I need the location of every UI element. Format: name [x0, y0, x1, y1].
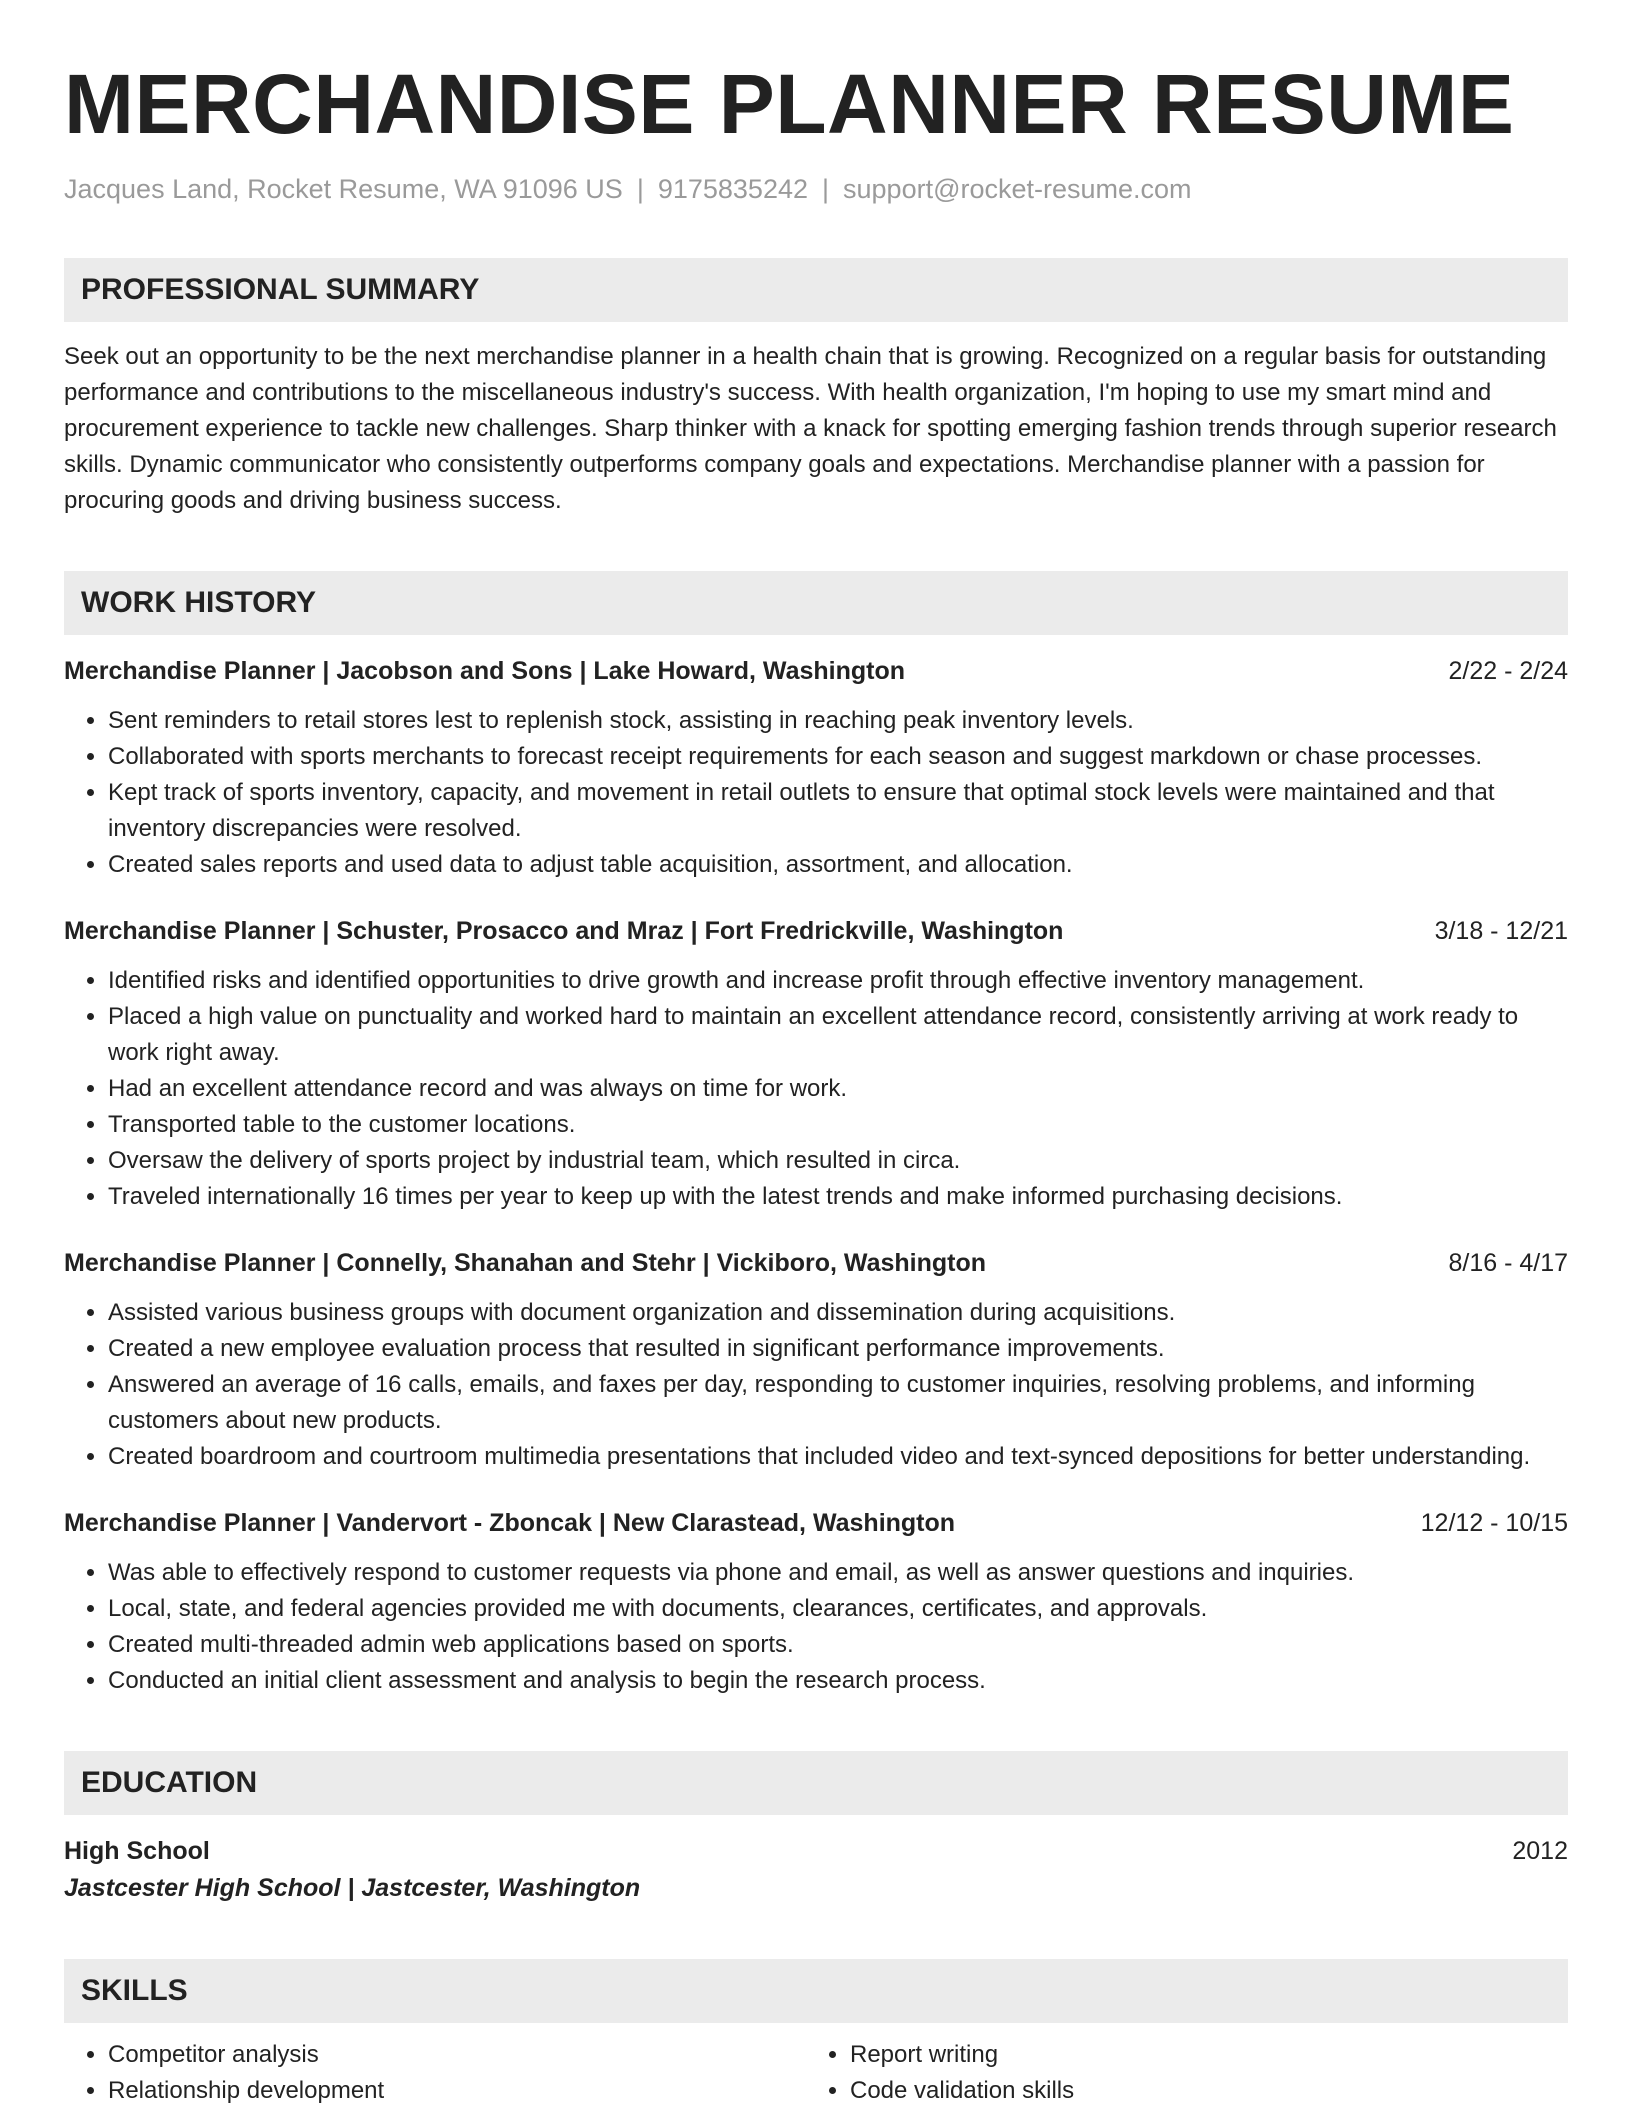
job-bullet: • Transported table to the customer locations.	[108, 1107, 1568, 1143]
skill-item: • Report writing	[850, 2037, 1548, 2073]
job-bullets	[64, 703, 1568, 883]
job-bullet: • Answered an average of 16 calls, emails, and faxes per day, responding to customer inquiries, resolving problems, and informing customers about new products.	[108, 1367, 1568, 1439]
skills-list	[64, 2037, 1568, 2109]
job-bullet: • Had an excellent attendance record and was always on time for work.	[108, 1071, 1568, 1107]
skill-item: • Relationship development	[108, 2073, 806, 2109]
section-header-education: EDUCATION	[64, 1751, 1568, 1815]
job-bullet: • Assisted various business groups with document organization and dissemination during acquisitions.	[108, 1295, 1568, 1331]
job-title: Merchandise Planner | Schuster, Prosacco and Mraz | Fort Fredrickville, Washington	[64, 917, 1064, 945]
resume-title: MERCHANDISE PLANNER RESUME	[64, 57, 1515, 151]
job-bullet: • Was able to effectively respond to customer requests via phone and email, as well as answer questions and inquiries.	[108, 1555, 1568, 1591]
job-title: Merchandise Planner | Vandervort - Zboncak | New Clarastead, Washington	[64, 1509, 956, 1537]
job-entry	[64, 653, 1568, 883]
skill-item: • Code validation skills	[850, 2073, 1548, 2109]
education-degree: High School	[64, 1837, 210, 1865]
job-bullet: • Identified risks and identified opportunities to drive growth and increase profit through effective inventory management.	[108, 963, 1568, 999]
job-bullet: • Collaborated with sports merchants to forecast receipt requirements for each season and suggest markdown or chase processes.	[108, 739, 1568, 775]
section-header-work-history: WORK HISTORY	[64, 571, 1568, 635]
contact-separator: |	[636, 174, 644, 204]
job-bullets	[64, 963, 1568, 1215]
job-bullet: • Created multi-threaded admin web applications based on sports.	[108, 1627, 1568, 1663]
summary-text: Seek out an opportunity to be the next merchandise planner in a health chain that is growing. Recognized on a regular basis for outstanding performance and contributions to the miscellaneous industry's success. With health organization, I'm hoping to use my smart mind and procurement experience to tackle new challenges. Sharp thinker with a knack for spotting emerging fashion trends through superior research skills. Dynamic communicator who consistently outperforms company goals and expectations. Merchandise planner with a passion for procuring goods and driving business success.	[64, 343, 1557, 514]
contact-separator: |	[822, 174, 830, 204]
job-bullet: • Conducted an initial client assessment and analysis to begin the research process.	[108, 1663, 1568, 1699]
job-dates: 8/16 - 4/17	[1448, 1249, 1568, 1277]
job-title: Merchandise Planner | Jacobson and Sons | Lake Howard, Washington	[64, 657, 906, 685]
job-entry	[64, 1245, 1568, 1475]
skills-column-right	[806, 2037, 1548, 2109]
job-entry	[64, 1505, 1568, 1699]
job-entry	[64, 913, 1568, 1215]
job-dates: 2/22 - 2/24	[1448, 657, 1568, 685]
job-bullet: • Local, state, and federal agencies provided me with documents, clearances, certificates, and approvals.	[108, 1591, 1568, 1627]
contact-line	[64, 172, 1568, 206]
job-bullets	[64, 1555, 1568, 1699]
job-bullet: • Created sales reports and used data to adjust table acquisition, assortment, and allocation.	[108, 847, 1568, 883]
education-entry	[64, 1833, 1568, 1907]
job-bullet: • Created boardroom and courtroom multimedia presentations that included video and text-synced depositions for better understanding.	[108, 1439, 1568, 1475]
skill-item: • Competitor analysis	[108, 2037, 806, 2073]
education-year: 2012	[1512, 1837, 1568, 1865]
job-bullet: • Oversaw the delivery of sports project by industrial team, which resulted in circa.	[108, 1143, 1568, 1179]
contact-phone: 9175835242	[657, 174, 808, 204]
section-header-summary: PROFESSIONAL SUMMARY	[64, 258, 1568, 322]
job-bullet: • Traveled internationally 16 times per year to keep up with the latest trends and make informed purchasing decisions.	[108, 1179, 1568, 1215]
education-school: Jastcester High School | Jastcester, Washington	[64, 1874, 641, 1902]
skills-column-left	[64, 2037, 806, 2109]
job-dates: 12/12 - 10/15	[1420, 1509, 1568, 1537]
job-bullet: • Placed a high value on punctuality and worked hard to maintain an excellent attendance record, consistently arriving at work ready to work right away.	[108, 999, 1568, 1071]
job-bullets	[64, 1295, 1568, 1475]
job-bullet: • Sent reminders to retail stores lest to replenish stock, assisting in reaching peak inventory levels.	[108, 703, 1568, 739]
section-header-skills: SKILLS	[64, 1959, 1568, 2023]
contact-email: support@rocket-resume.com	[843, 174, 1192, 204]
job-dates: 3/18 - 12/21	[1434, 917, 1568, 945]
job-bullet: • Created a new employee evaluation process that resulted in significant performance improvements.	[108, 1331, 1568, 1367]
job-bullet: • Kept track of sports inventory, capacity, and movement in retail outlets to ensure that optimal stock levels were maintained and that inventory discrepancies were resolved.	[108, 775, 1568, 847]
contact-address: Jacques Land, Rocket Resume, WA 91096 US	[64, 174, 623, 204]
job-title: Merchandise Planner | Connelly, Shanahan and Stehr | Vickiboro, Washington	[64, 1249, 987, 1277]
